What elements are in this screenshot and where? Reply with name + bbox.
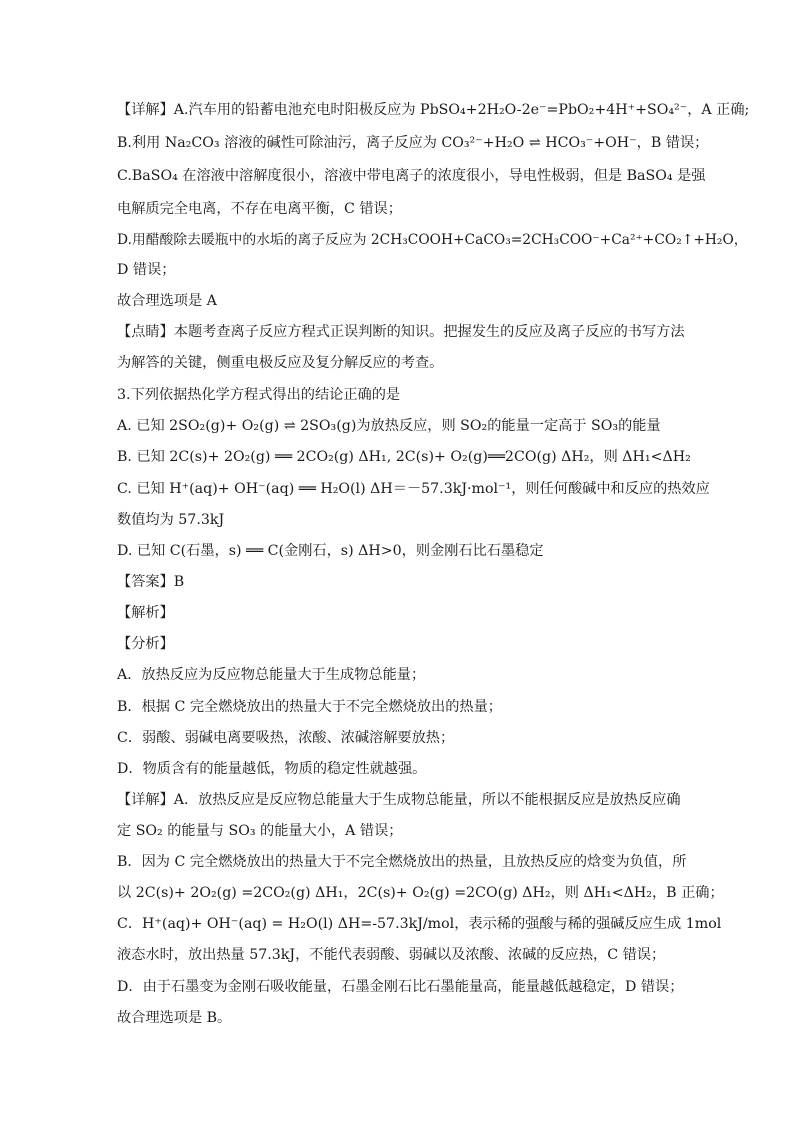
detail-c: C．H⁺(aq)+ OH⁻(aq) = H₂O(l) ΔH=-57.3kJ/mol，表示稀的强酸与稀的强碱反应生成 1mol — [117, 916, 722, 932]
detail-d: D．由于石墨变为金刚石吸收能量，石墨金刚石比石墨能量高，能量越低越稳定，D 错误； — [117, 979, 684, 995]
option-b: B. 已知 2C(s)+ 2O₂(g) ══ 2CO₂(g) ΔH₁, 2C(s)+ O₂(g)══2CO(g) ΔH₂，则 ΔH₁<ΔH₂ — [117, 449, 691, 465]
fenxi-c: C．弱酸、弱碱电离要吸热，浓酸、浓碱溶解要放热； — [117, 730, 455, 746]
question-title: 3.下列依据热化学方程式得出的结论正确的是 — [117, 387, 401, 403]
detail-b: B．因为 C 完全燃烧放出的热量大于不完全燃烧放出的热量，且放热反应的焓变为负值，所 — [117, 854, 687, 870]
text-line-9: 为解答的关键，侧重电极反应及复分解反应的考查。 — [117, 355, 444, 371]
option-c: C. 已知 H⁺(aq)+ OH⁻(aq) ══ H₂O(l) ΔH＝－57.3kJ·mol⁻¹，则任何酸碱中和反应的热效应 — [117, 481, 710, 497]
detail-c-cont: 液态水时，放出热量 57.3kJ，不能代表弱酸、弱碱以及浓酸、浓碱的反应热，C 错误； — [117, 947, 666, 963]
detail-b-cont: 以 2C(s)+ 2O₂(g) =2CO₂(g) ΔH₁，2C(s)+ O₂(g) =2CO(g) ΔH₂，则 ΔH₁<ΔH₂，B 正确； — [117, 885, 724, 901]
fenxi-d: D．物质含有的能量越低，物质的稳定性就越强。 — [117, 761, 427, 777]
answer-label: 【答案】B — [117, 574, 185, 590]
detail-a-cont: 定 SO₂ 的能量与 SO₃ 的能量大小，A 错误； — [117, 823, 403, 839]
conclusion: 故合理选项是 B。 — [117, 1010, 232, 1026]
fenxi-b: B．根据 C 完全燃烧放出的热量大于不完全燃烧放出的热量； — [117, 699, 502, 715]
fenxi-label: 【分析】 — [117, 636, 174, 652]
option-c-cont: 数值均为 57.3kJ — [117, 512, 225, 528]
text-line-2: B.利用 Na₂CO₃ 溶液的碱性可除油污，离子反应为 CO₃²⁻+H₂O ⇌ HCO₃⁻+OH⁻，B 错误； — [117, 135, 709, 151]
text-line-8: 【点睛】本题考查离子反应方程式正误判断的知识。把握发生的反应及离子反应的书写方法 — [117, 324, 685, 340]
text-line-4: 电解质完全电离，不存在电离平衡，C 错误； — [117, 201, 402, 217]
option-a: A. 已知 2SO₂(g)+ O₂(g) ⇌ 2SO₃(g)为放热反应，则 SO₂的能量一定高于 SO₃的能量 — [117, 418, 661, 434]
option-d: D. 已知 C(石墨，s) ══ C(金刚石，s) ΔH>0，则金刚石比石墨稳定 — [117, 543, 544, 559]
analysis-label: 【解析】 — [117, 605, 174, 621]
text-line-3: C.BaSO₄ 在溶液中溶解度很小，溶液中带电离子的浓度很小，导电性极弱，但是 BaSO₄ 是强 — [117, 168, 706, 184]
text-line-1: 【详解】A.汽车用的铅蓄电池充电时阳极反应为 PbSO₄+2H₂O-2e⁻=PbO₂+4H⁺+SO₄²⁻，A 正确; — [117, 102, 750, 118]
text-line-7: 故合理选项是 A — [117, 293, 217, 309]
text-line-6: D 错误； — [117, 262, 176, 278]
detail-a: 【详解】A．放热反应是反应物总能量大于生成物总能量，所以不能根据反应是放热反应确 — [117, 792, 681, 808]
fenxi-a: A．放热反应为反应物总能量大于生成物总能量； — [117, 667, 426, 683]
text-line-5: D.用醋酸除去暖瓶中的水垢的离子反应为 2CH₃COOH+CaCO₃=2CH₃COO⁻+Ca²⁺+CO₂↑+H₂O， — [117, 232, 748, 248]
